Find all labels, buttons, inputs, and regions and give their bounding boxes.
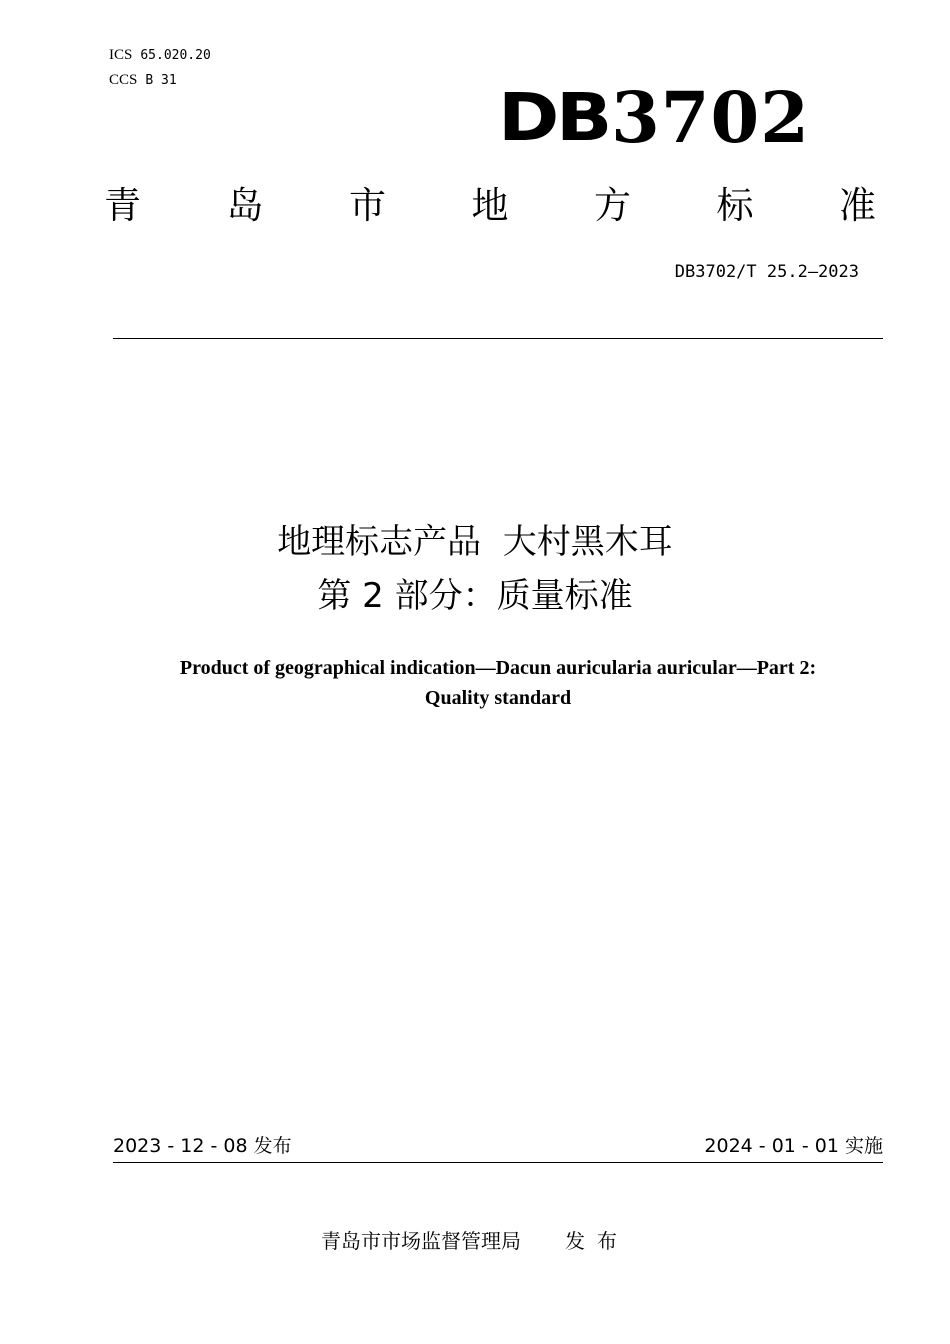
- publisher-line: [0, 1227, 950, 1255]
- db-number: 3702: [611, 76, 810, 159]
- title-en-line1: Product of geographical indication—Dacun auricularia auricular—Part 2:: [179, 657, 817, 679]
- issue-date-block: [113, 1133, 292, 1159]
- ics-label: ICS: [109, 47, 133, 63]
- standard-type-char: 青: [104, 184, 141, 227]
- implement-date: 2024 - 01 - 01: [704, 1135, 839, 1157]
- ics-line: [109, 46, 211, 65]
- standard-type-char: 准: [839, 184, 876, 227]
- db-logo: [498, 76, 810, 159]
- title-en-line2: Quality standard: [424, 687, 572, 709]
- standard-type-char: 方: [594, 184, 631, 227]
- ccs-line: [109, 71, 177, 90]
- title-cn-line2: 第 2 部分：质量标准: [317, 576, 633, 616]
- header-divider: [113, 338, 883, 339]
- standard-type-heading: [104, 183, 876, 229]
- db-mark: DB: [498, 79, 609, 156]
- implement-label: 实施: [844, 1135, 883, 1157]
- standard-type-char: 市: [349, 184, 386, 227]
- title-cn-line1: 地理标志产品 大村黑木耳: [277, 522, 673, 562]
- standard-number: DB3702/T 25.2—2023: [674, 262, 859, 282]
- standard-type-char: 标: [716, 184, 754, 227]
- publisher-name: 青岛市市场监督管理局: [321, 1229, 521, 1253]
- publisher-action: 发布: [565, 1229, 629, 1253]
- footer-divider: [113, 1162, 883, 1163]
- issue-date: 2023 - 12 - 08: [113, 1135, 248, 1157]
- standard-type-char: 岛: [226, 184, 264, 227]
- issue-label: 发布: [253, 1135, 292, 1157]
- implement-date-block: [704, 1133, 883, 1159]
- ics-code: 65.020.20: [140, 48, 211, 63]
- ccs-label: CCS: [109, 72, 138, 88]
- ccs-code: B 31: [145, 73, 177, 88]
- standard-type-char: 地: [471, 184, 509, 227]
